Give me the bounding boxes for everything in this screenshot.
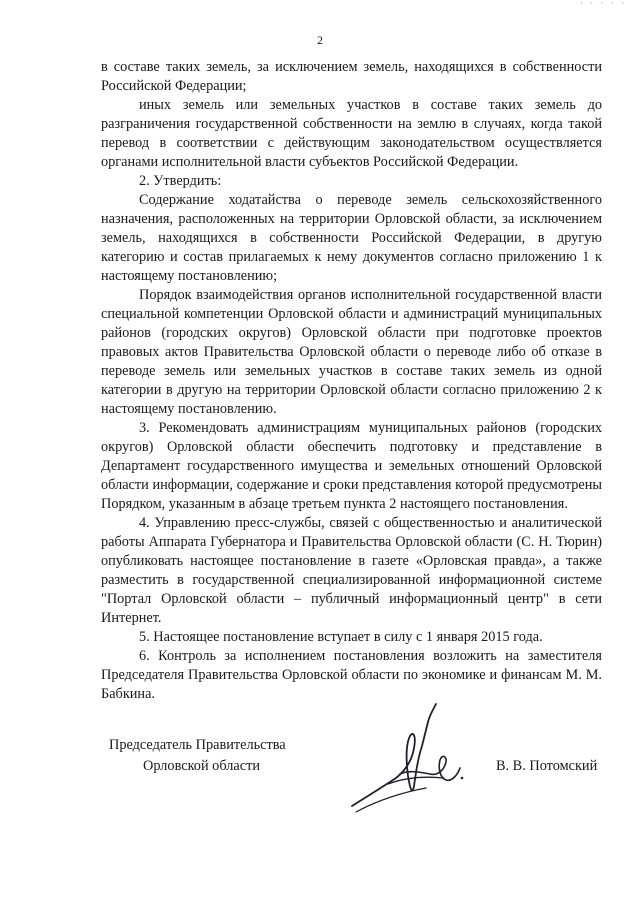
paragraph-item-5: 5. Настоящее постановление вступает в силу с 1 января 2015 года. <box>139 629 543 645</box>
signatory-title-line1: Председатель Правительства <box>109 737 286 753</box>
signature-block <box>0 735 640 825</box>
corner-mark: · · · · · <box>579 0 626 8</box>
paragraph-item-4: 4. Управлению пресс-службы, связей с общественностью и аналитической работы Аппарата Губернатора и Правительства Орловской области (С. Н. Тюрин) опубликовать настоящее постановление в газете «Орловская правда», а также разместить в государственной специализированной информационной системе "Портал Орловской области – публичный информационный центр" в сети Интернет. <box>101 515 602 626</box>
paragraph-continuation: в составе таких земель, за исключением земель, находящихся в собственности Российской Федерации; <box>101 59 602 94</box>
paragraph: Порядок взаимодействия органов исполнительной государственной власти специальной компетенции Орловской области и администраций муниципальных районов (городских округов) Орловской области при подготовке проектов правовых актов Правительства Орловской области о переводе либо об отказе в переводе земель или земельных участков в составе таких земель из одной категории в другую на территории Орловской области согласно приложению 2 к настоящему постановлению. <box>101 287 602 417</box>
signatory-title <box>109 735 286 777</box>
paragraph-item-6: 6. Контроль за исполнением постановления возложить на заместителя Председателя Правительства Орловской области по экономике и финансам М. М. Бабкина. <box>101 648 602 702</box>
paragraph: иных земель или земельных участков в составе таких земель до разграничения государственной собственности на землю в случаях, когда такой перевод в соответствии с действующим законодательством осуществляется органами исполнительной власти субъектов Российской Федерации. <box>101 97 602 170</box>
signatory-name: В. В. Потомский <box>496 758 598 774</box>
paragraph-item-2: 2. Утвердить: <box>139 173 222 189</box>
document-body <box>101 58 602 704</box>
paragraph-item-3: 3. Рекомендовать администрациям муниципальных районов (городских округов) Орловской области обеспечить подготовку и представление в Департамент государственного имущества и земельных отношений Орловской области информации, содержание и сроки представления которой предусмотрены Порядком, указанным в абзаце третьем пункта 2 настоящего постановления. <box>101 420 602 512</box>
handwritten-signature-icon <box>348 700 468 820</box>
page-number: 2 <box>317 33 323 47</box>
signatory-title-line2: Орловской области <box>143 758 260 774</box>
paragraph: Содержание ходатайства о переводе земель сельскохозяйственного назначения, расположенных на территории Орловской области, за исключением земель, находящихся в собственности Российской Федерации, в другую категорию и состав прилагаемых к нему документов согласно приложению 1 к настоящему постановлению; <box>101 192 602 284</box>
